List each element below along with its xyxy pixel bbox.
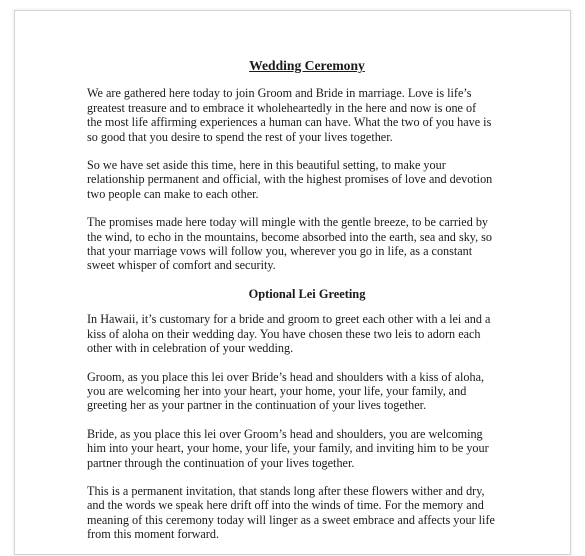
text-line: so good that you desire to spend the rest of your lives together.: [87, 129, 393, 144]
section-heading-lei-greeting: Optional Lei Greeting: [248, 286, 366, 301]
text-line: the wind, to echo in the mountains, become absorbed into the earth, sea and sky, so: [87, 229, 493, 244]
paragraph-setting: [87, 158, 527, 201]
text-line: The promises made here today will mingle with the gentle breeze, to be carried by: [87, 215, 489, 230]
text-line: Bride, as you place this lei over Groom’s head and shoulders, you are welcoming: [87, 426, 483, 441]
text-line: you are welcoming her into your heart, your home, your life, your family, and: [87, 383, 467, 398]
paragraph-hawaii: [87, 312, 527, 355]
text-line: him into your heart, your home, your life, your family, and inviting him to be your: [87, 441, 489, 456]
text-line: the most life affirming experiences a human can have. What the two of you have is: [87, 115, 492, 130]
text-line: other with in celebration of your wedding.: [87, 341, 294, 356]
document-page: [14, 10, 571, 555]
text-line: greeting her as your partner in the continuation of your lives together.: [87, 398, 427, 413]
paragraph-promises: [87, 215, 527, 273]
paragraph-gathered: [87, 86, 527, 144]
document-title: Wedding Ceremony: [249, 58, 365, 73]
text-line: meaning of this ceremony today will linger as a sweet embrace and affects your life: [87, 512, 495, 527]
text-line: kiss of aloha on their wedding day. You have chosen these two leis to adorn each: [87, 326, 481, 341]
text-line: from this moment forward.: [87, 527, 220, 542]
text-line: and the words we speak here drift off into the winds of time. For the memory and: [87, 498, 484, 513]
text-line: that your marriage vows will follow you, wherever you go in life, as a constant: [87, 244, 473, 259]
text-line: Groom, as you place this lei over Bride’s head and shoulders with a kiss of aloha,: [87, 369, 485, 384]
text-line: relationship permanent and official, with the highest promises of love and devotion: [87, 172, 493, 187]
text-line: In Hawaii, it’s customary for a bride and groom to greet each other with a lei and a: [87, 312, 491, 327]
text-line: This is a permanent invitation, that stands long after these flowers wither and dry,: [87, 483, 485, 498]
paragraph-invitation: [87, 484, 527, 542]
text-line: So we have set aside this time, here in this beautiful setting, to make your: [87, 158, 446, 173]
paragraph-groom-lei: [87, 370, 527, 413]
text-line: sweet whisper of comfort and security.: [87, 258, 276, 273]
document-body: [87, 59, 527, 556]
text-line: greatest treasure and to embrace it wholeheartedly in the here and now is one of: [87, 100, 477, 115]
text-line: We are gathered here today to join Groom and Bride in marriage. Love is life’s: [87, 86, 472, 101]
paragraph-bride-lei: [87, 427, 527, 470]
text-line: partner through the continuation of your lives together.: [87, 455, 355, 470]
text-line: two people can make to each other.: [87, 186, 259, 201]
